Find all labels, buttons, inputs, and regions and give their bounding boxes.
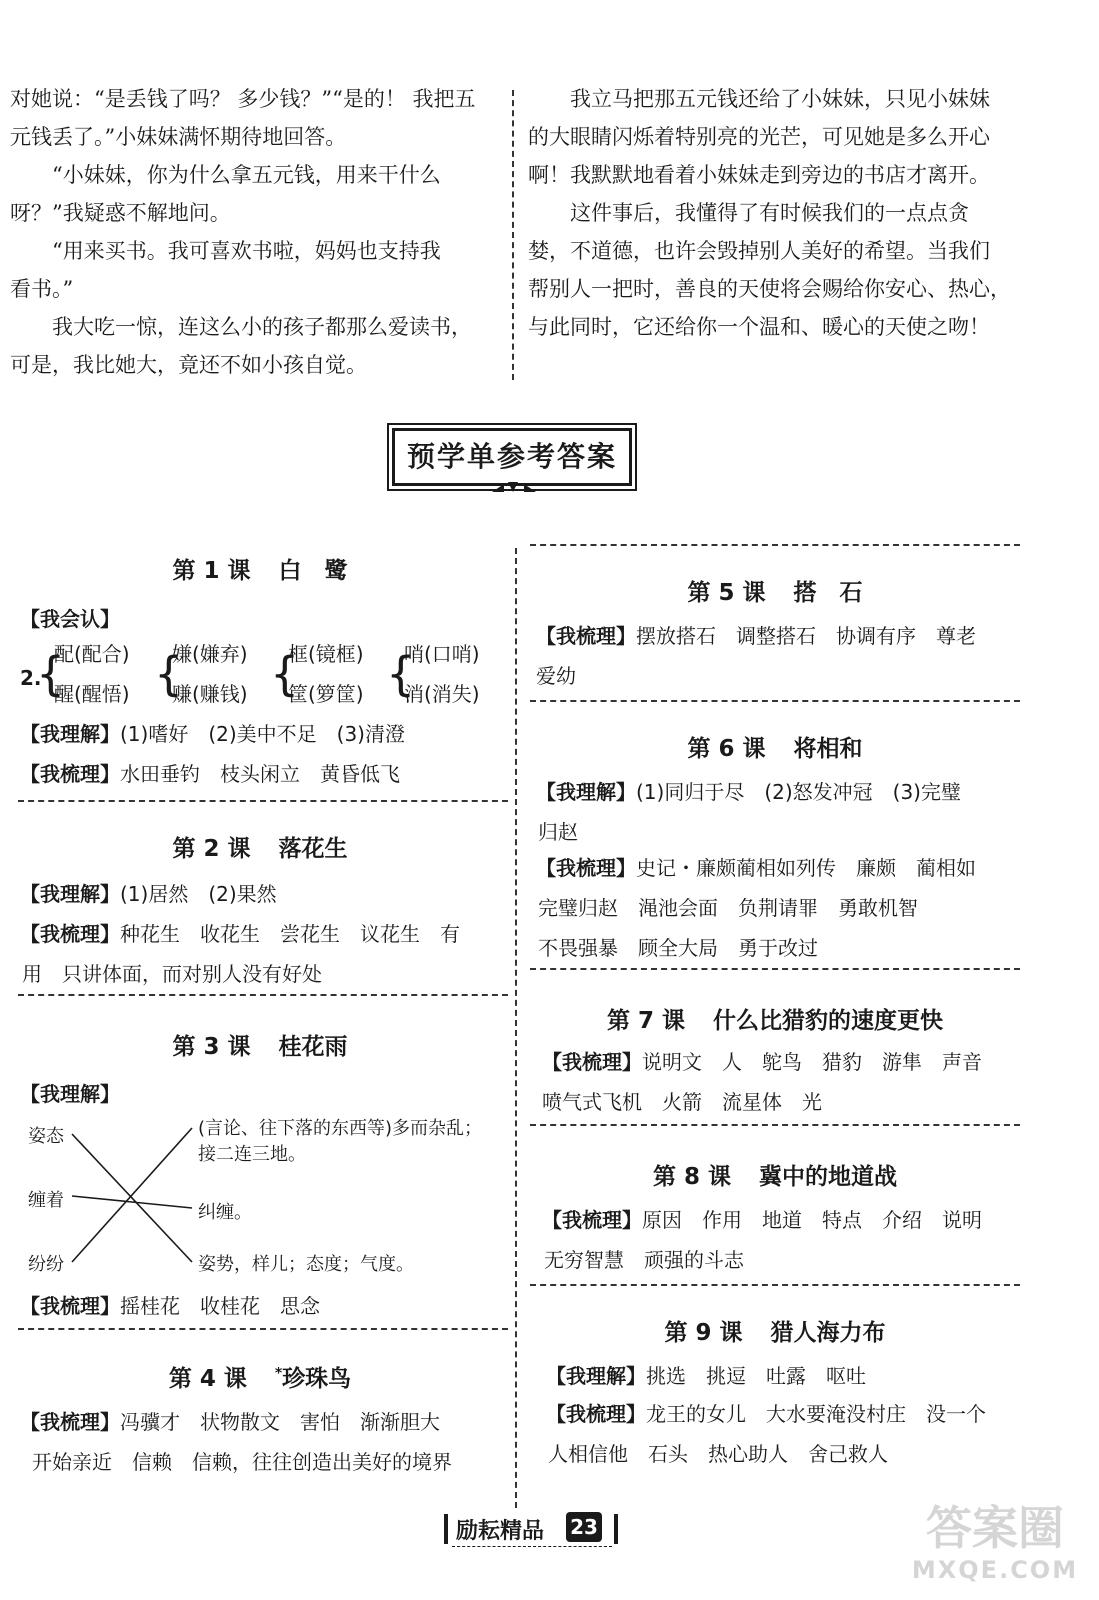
story-line: 我大吃一惊，连这么小的孩子都那么爱读书， (10, 315, 472, 339)
item-number: 2. (20, 666, 42, 690)
lesson-3-sort: 【我梳理】摇桂花 收桂花 思念 (20, 1294, 320, 1318)
lesson-2-sort: 【我梳理】种花生 收花生 尝花生 议花生 有 (20, 922, 460, 946)
lesson-8-sort-cont: 无穷智慧 顽强的斗志 (544, 1248, 744, 1272)
story-line: 这件事后，我懂得了有时候我们的一点点贪 (528, 201, 969, 225)
story-line: “小妹妹，你为什么拿五元钱，用来干什么 (10, 163, 441, 187)
lesson-6-understand: 【我理解】(1)同归于尽 (2)怒发冲冠 (3)完璧 (536, 780, 961, 804)
word-pair-1: 配(配合) 醒(醒悟) (54, 642, 130, 706)
footer-underline (452, 1546, 612, 1547)
lesson-2-sort-cont: 用 只讲体面，而对别人没有好处 (22, 962, 322, 986)
story-line: 可是，我比她大，竟还不如小孩自觉。 (10, 353, 367, 377)
lesson-9-sort-cont: 人相信他 石头 热心助人 舍己救人 (548, 1442, 888, 1466)
story-line: 元钱丢了。”小妹妹满怀期待地回答。 (10, 125, 347, 149)
footer-right-bar (614, 1514, 618, 1544)
lesson-8-title: 第 8 课 冀中的地道战 (652, 1164, 898, 1190)
lesson-6-understand-cont: 归赵 (538, 820, 578, 844)
tag-understand: 【我理解】 (20, 1082, 120, 1106)
lesson-1-title: 第 1 课 白 鹭 (172, 558, 348, 584)
separator (530, 1284, 1020, 1286)
banner-title: 预学单参考答案 (406, 440, 617, 473)
footer-brand: 励耘精品 (456, 1518, 545, 1544)
word-pair-3: 框(镜框) 筐(箩筐) (288, 642, 364, 706)
lesson-2-title: 第 2 课 落花生 (172, 836, 348, 862)
story-line: 呀？”我疑惑不解地问。 (10, 201, 231, 225)
brace-icon: { (154, 647, 184, 701)
story-line: “用来买书。我可喜欢书啦，妈妈也支持我 (10, 239, 441, 263)
story-line: 婪，不道德，也许会毁掉别人美好的希望。当我们 (528, 239, 990, 263)
separator (530, 968, 1020, 970)
lesson-7-sort: 【我梳理】说明文 人 鸵鸟 猎豹 游隼 声音 (542, 1050, 982, 1074)
lesson-6-title: 第 6 课 将相和 (687, 736, 863, 762)
word-pair-2: 嫌(嫌弃) 赚(赚钱) (172, 642, 248, 706)
match-right-def: 姿势，样儿；态度；气度。 (198, 1254, 414, 1275)
lesson-6-sort-cont: 完璧归赵 渑池会面 负荆请罪 勇敢机智 (538, 896, 918, 920)
match-left-word: 纷纷 (28, 1254, 64, 1275)
footer-left-bar (444, 1514, 448, 1544)
lesson-7-sort-cont: 喷气式飞机 火箭 流星体 光 (542, 1090, 822, 1114)
lesson-2-understand: 【我理解】(1)居然 (2)果然 (20, 882, 277, 906)
lesson-6-sort-cont: 不畏强暴 顾全大局 勇于改过 (538, 936, 818, 960)
separator (530, 1124, 1020, 1126)
lesson-9-sort: 【我梳理】龙王的女儿 大水要淹没村庄 没一个 (546, 1402, 986, 1426)
lesson-4-sort-cont: 开始亲近 信赖 信赖，往往创造出美好的境界 (32, 1450, 452, 1474)
brace-icon: { (270, 647, 300, 701)
separator (18, 1328, 508, 1330)
match-right-def: 纠缠。 (198, 1202, 252, 1223)
lesson-8-sort: 【我梳理】原因 作用 地道 特点 介绍 说明 (542, 1208, 982, 1232)
lesson-1-sort: 【我梳理】水田垂钓 枝头闲立 黄昏低飞 (20, 762, 400, 786)
separator (530, 544, 1020, 546)
story-line: 与此同时，它还给你一个温和、暖心的天使之吻！ (528, 315, 990, 339)
story-line: 看书。” (10, 277, 74, 301)
lesson-7-title: 第 7 课 什么比猎豹的速度更快 (606, 1008, 944, 1034)
matching-lines (0, 0, 520, 1300)
lesson-9-title: 第 9 课 猎人海力布 (664, 1320, 886, 1346)
lesson-4-sort: 【我梳理】冯骥才 状物散文 害怕 渐渐胆大 (20, 1410, 440, 1434)
story-line: 的大眼睛闪烁着特别亮的光芒，可见她是多么开心 (528, 125, 990, 149)
tag-recognize: 【我会认】 (20, 607, 120, 631)
story-right-column (528, 80, 1018, 346)
lesson-1-understand: 【我理解】(1)嗜好 (2)美中不足 (3)清澄 (20, 722, 405, 746)
lesson-5-sort: 【我梳理】摆放搭石 调整搭石 协调有序 尊老 (536, 624, 976, 648)
story-line: 对她说：“是丢钱了吗？ 多少钱？”“是的！ 我把五 (10, 87, 476, 111)
brace-icon: { (36, 647, 66, 701)
story-line: 我立马把那五元钱还给了小妹妹，只见小妹妹 (528, 87, 990, 111)
lesson-9-understand: 【我理解】挑选 挑逗 吐露 呕吐 (546, 1364, 866, 1388)
lesson-6-sort: 【我梳理】史记・廉颇蔺相如列传 廉颇 蔺相如 (536, 856, 976, 880)
lesson-3-title: 第 3 课 桂花雨 (172, 1034, 348, 1060)
lesson-4-title: 第 4 课 *珍珠鸟 (168, 1365, 352, 1392)
word-pair-4: 哨(口哨) 消(消失) (404, 642, 480, 706)
separator (530, 700, 1020, 702)
match-left-word: 缠着 (28, 1190, 64, 1211)
match-right-def: (言论、往下落的东西等)多而杂乱； (198, 1118, 483, 1139)
lesson-5-title: 第 5 课 搭 石 (687, 580, 863, 606)
footer-page-number: 23 (566, 1512, 602, 1542)
match-right-def: 接二连三地。 (198, 1144, 306, 1165)
brace-icon: { (386, 647, 416, 701)
lesson-5-sort-cont: 爱幼 (536, 664, 576, 688)
match-left-word: 姿态 (28, 1126, 64, 1147)
story-line: 帮别人一把时，善良的天使将会赐给你安心、热心， (528, 277, 1011, 301)
story-line: 啊！我默默地看着小妹妹走到旁边的书店才离开。 (528, 163, 990, 187)
watermark-logo: 答案圈 MXQE.COM (911, 1501, 1079, 1584)
